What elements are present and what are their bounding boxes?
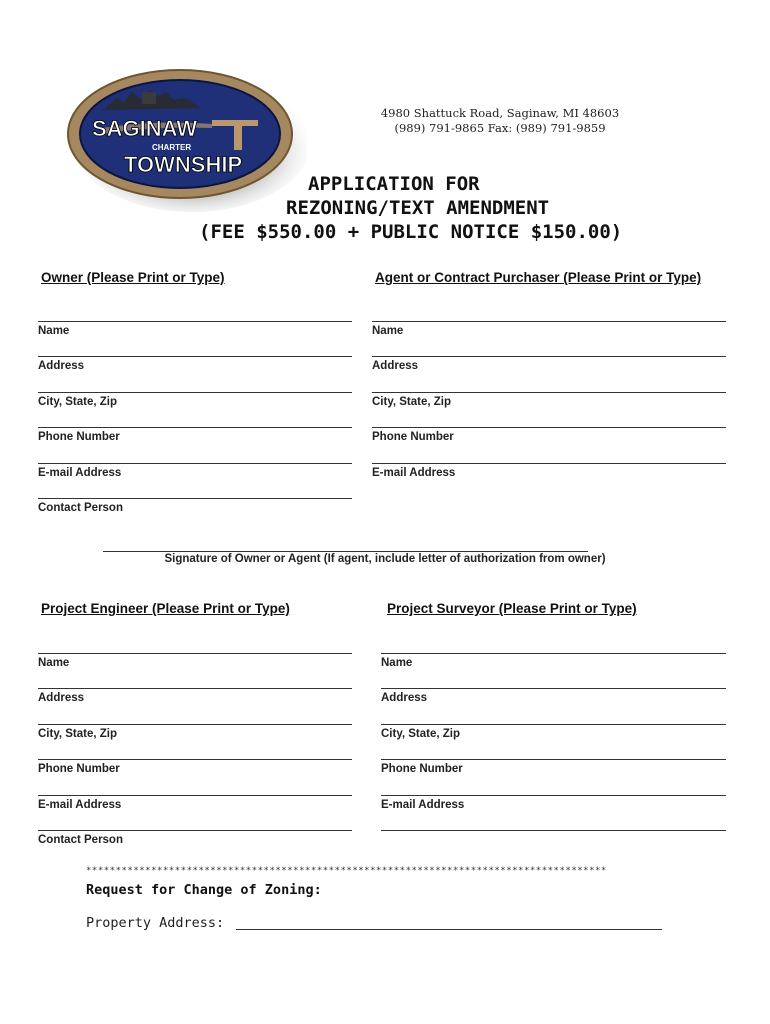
form-field[interactable] <box>372 321 726 337</box>
title-line1: APPLICATION FOR <box>308 173 480 195</box>
logo-text-line1: SAGINAW <box>92 116 198 141</box>
field-label: E-mail Address <box>372 466 456 479</box>
field-label: Phone Number <box>381 763 463 776</box>
field-label: City, State, Zip <box>38 727 118 740</box>
property-address-line[interactable] <box>236 929 662 930</box>
field-label: Phone Number <box>38 763 120 776</box>
township-seal-icon <box>62 62 307 212</box>
field-label: City, State, Zip <box>38 395 118 408</box>
form-field[interactable] <box>372 356 726 373</box>
address-line: 4980 Shattuck Road, Saginaw, MI 48603 <box>380 106 620 120</box>
form-field[interactable] <box>38 759 352 776</box>
logo-text-line2: CHARTER <box>152 143 192 152</box>
title-line3: (FEE $550.00 + PUBLIC NOTICE $150.00) <box>199 221 623 243</box>
field-label: Name <box>38 657 70 669</box>
form-field[interactable] <box>38 830 352 846</box>
form-field[interactable] <box>381 830 726 831</box>
field-label: E-mail Address <box>381 798 465 811</box>
property-address-label: Property Address: <box>86 915 225 931</box>
agent-heading: Agent or Contract Purchaser (Please Print or Type) <box>375 270 702 285</box>
form-field[interactable] <box>381 724 726 740</box>
request-heading: Request for Change of Zoning: <box>86 882 322 898</box>
field-label: E-mail Address <box>38 798 122 811</box>
form-field[interactable] <box>38 795 352 811</box>
form-field[interactable] <box>38 392 352 408</box>
field-label: City, State, Zip <box>372 395 452 408</box>
field-label: Phone Number <box>38 431 120 444</box>
field-label: Address <box>38 360 85 373</box>
signature-caption: Signature of Owner or Agent (If agent, include letter of authorization from owner) <box>164 553 606 565</box>
field-label: Phone Number <box>372 431 454 444</box>
form-field[interactable] <box>38 427 352 444</box>
form-field[interactable] <box>381 795 726 811</box>
engineer-heading: Project Engineer (Please Print or Type) <box>41 601 290 616</box>
form-field[interactable] <box>372 463 726 479</box>
form-field[interactable] <box>372 427 726 444</box>
field-label: City, State, Zip <box>381 727 461 740</box>
surveyor-heading: Project Surveyor (Please Print or Type) <box>387 601 637 616</box>
field-label: Address <box>38 692 85 705</box>
field-label: Name <box>381 657 413 669</box>
township-address <box>330 106 670 136</box>
form-field[interactable] <box>38 321 352 337</box>
phone-fax-line: (989) 791-9865 Fax: (989) 791-9859 <box>394 121 606 135</box>
form-field[interactable] <box>381 759 726 776</box>
field-label: Address <box>381 692 428 705</box>
field-label: Name <box>372 325 404 337</box>
form-field[interactable] <box>381 688 726 705</box>
logo-text-line3: TOWNSHIP <box>124 152 243 177</box>
form-field[interactable] <box>38 498 352 514</box>
form-field[interactable] <box>38 463 352 479</box>
township-logo <box>62 62 307 212</box>
title-line2: REZONING/TEXT AMENDMENT <box>286 197 550 219</box>
separator-stars: **************************************************************************************** <box>86 866 607 876</box>
field-label: Name <box>38 325 70 337</box>
signature-line[interactable] <box>103 551 588 552</box>
form-field[interactable] <box>38 356 352 373</box>
field-label: E-mail Address <box>38 466 122 479</box>
field-label: Contact Person <box>38 834 123 846</box>
form-field[interactable] <box>372 392 726 408</box>
form-field[interactable] <box>38 688 352 705</box>
form-field[interactable] <box>38 653 352 669</box>
owner-heading: Owner (Please Print or Type) <box>41 270 225 285</box>
field-label: Contact Person <box>38 502 123 514</box>
field-label: Address <box>372 360 419 373</box>
form-field[interactable] <box>381 653 726 669</box>
form-field[interactable] <box>38 724 352 740</box>
